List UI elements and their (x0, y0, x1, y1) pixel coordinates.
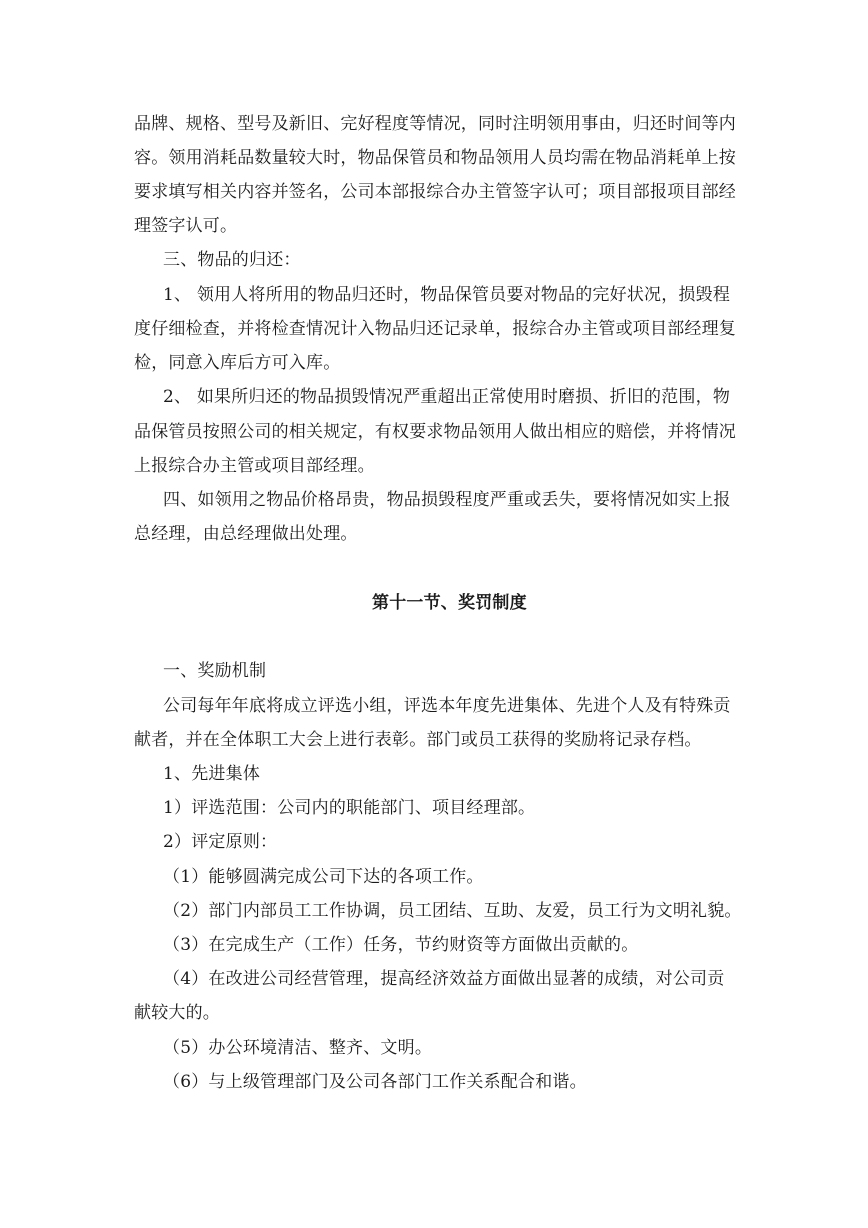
list-item: （2）部门内部员工工作协调，员工团结、互助、友爱，员工行为文明礼貌。 (163, 901, 742, 921)
list-item: （4）在改进公司经营管理，提高经济效益方面做出显著的成绩，对公司贡 (163, 969, 725, 989)
list-item: 2）评定原则： (163, 832, 278, 852)
paragraph-line: 理签字认可。 (134, 216, 238, 236)
subsection-heading-rewards: 一、奖励机制 (163, 661, 267, 681)
list-item: 1）评选范围：公司内的职能部门、项目经理部。 (163, 798, 536, 818)
paragraph-line: 要求填写相关内容并签名，公司本部报综合办主管签字认可；项目部报项目部经 (134, 182, 736, 202)
paragraph-line: 1、 领用人将所用的物品归还时，物品保管员要对物品的完好状况，损毁程 (163, 285, 731, 305)
list-item: （3）在完成生产（工作）任务，节约财资等方面做出贡献的。 (163, 935, 639, 955)
list-item: （5）办公环境清洁、整齐、文明。 (163, 1038, 433, 1058)
paragraph-line: 度仔细检查，并将检查情况计入物品归还记录单，报综合办主管或项目部经理复 (134, 319, 736, 339)
list-item: （1）能够圆满完成公司下达的各项工作。 (163, 867, 484, 887)
paragraph-line: 容。领用消耗品数量较大时，物品保管员和物品领用人员均需在物品消耗单上按 (134, 148, 736, 168)
paragraph-line: 公司每年年底将成立评选小组，评选本年度先进集体、先进个人及有特殊贡 (163, 696, 731, 716)
paragraph-line: 总经理，由总经理做出处理。 (134, 524, 358, 544)
list-item: （6）与上级管理部门及公司各部门工作关系配合和谐。 (163, 1072, 587, 1092)
paragraph-line: 上报综合办主管或项目部经理。 (134, 456, 375, 476)
paragraph-line: 2、 如果所归还的物品损毁情况严重超出正常使用时磨损、折旧的范围，物 (163, 387, 731, 407)
section-heading-item-return: 三、物品的归还： (163, 250, 301, 270)
paragraph-line: 检，同意入库后方可入库。 (134, 353, 341, 373)
paragraph-line: 四、如领用之物品价格昂贵，物品损毁程度严重或丢失，要将情况如实上报 (163, 490, 731, 510)
section-title: 第十一节、奖罚制度 (372, 593, 527, 613)
paragraph-line: 品牌、规格、型号及新旧、完好程度等情况，同时注明领用事由，归还时间等内 (134, 114, 736, 134)
list-heading: 1、先进集体 (163, 764, 261, 784)
list-item-continuation: 献较大的。 (134, 1003, 220, 1023)
paragraph-line: 品保管员按照公司的相关规定，有权要求物品领用人做出相应的赔偿，并将情况 (134, 422, 736, 442)
paragraph-line: 献者，并在全体职工大会上进行表彰。部门或员工获得的奖励将记录存档。 (134, 730, 702, 750)
